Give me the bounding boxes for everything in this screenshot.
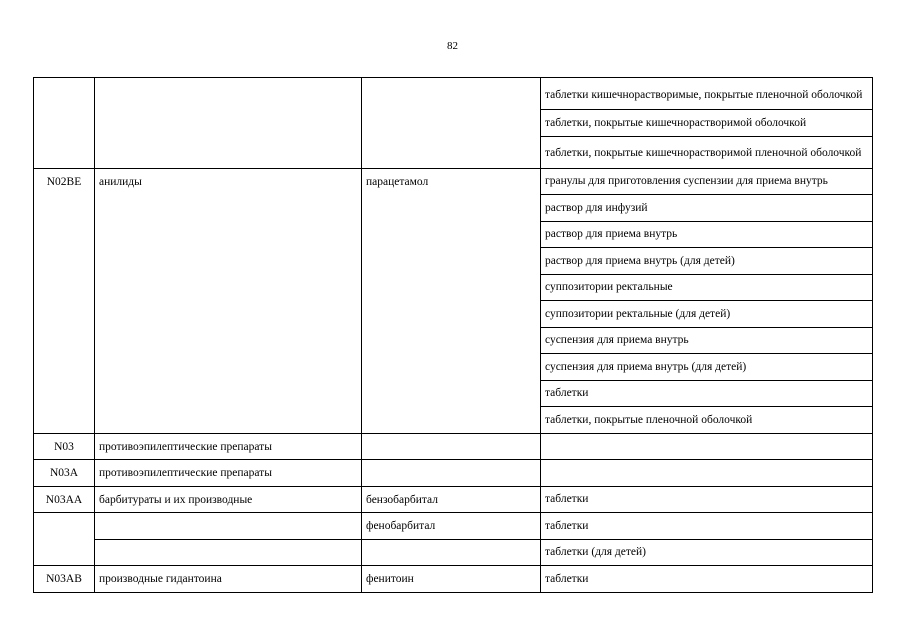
dosage-form-cell [541, 460, 873, 487]
anatomical-group-cell: противоэпилептические препараты [95, 433, 362, 460]
table-row [34, 539, 873, 566]
atc-code-cell: N03AA [34, 486, 95, 513]
drug-name-cell [362, 433, 541, 460]
dosage-form-cell: таблетки [541, 380, 873, 407]
drug-name-cell: бензобарбитал [362, 486, 541, 513]
anatomical-group-cell [95, 513, 362, 540]
drug-name-cell [362, 460, 541, 487]
anatomical-group-cell [95, 78, 362, 169]
atc-code-cell: N02BE [34, 168, 95, 433]
drug-name-cell: фенобарбитал [362, 513, 541, 540]
dosage-form-cell: таблетки [541, 486, 873, 513]
drug-name-cell: фенитоин [362, 566, 541, 593]
anatomical-group-cell [95, 539, 362, 566]
dosage-form-cell: раствор для приема внутрь (для детей) [541, 248, 873, 275]
atc-code-cell [34, 513, 95, 566]
anatomical-group-cell: анилиды [95, 168, 362, 433]
dosage-form-cell [541, 433, 873, 460]
table-row [34, 566, 873, 593]
dosage-form-cell: суппозитории ректальные [541, 274, 873, 301]
atc-code-cell [34, 78, 95, 169]
dosage-form-cell: таблетки [541, 513, 873, 540]
table-row [34, 433, 873, 460]
dosage-form-cell: таблетки, покрытые кишечнорастворимой пленочной оболочкой [541, 136, 873, 168]
dosage-form-cell: суппозитории ректальные (для детей) [541, 301, 873, 328]
dosage-form-cell: таблетки, покрытые пленочной оболочкой [541, 407, 873, 434]
atc-code-cell: N03AB [34, 566, 95, 593]
table-row [34, 513, 873, 540]
table-row [34, 460, 873, 487]
drug-name-cell [362, 539, 541, 566]
dosage-form-cell: таблетки (для детей) [541, 539, 873, 566]
drug-name-cell: парацетамол [362, 168, 541, 433]
drug-name-cell [362, 78, 541, 169]
table-row [34, 486, 873, 513]
anatomical-group-cell: производные гидантоина [95, 566, 362, 593]
dosage-form-cell: гранулы для приготовления суспензии для приема внутрь [541, 168, 873, 195]
dosage-form-cell: суспензия для приема внутрь (для детей) [541, 354, 873, 381]
dosage-form-cell: таблетки, покрытые кишечнорастворимой оболочкой [541, 110, 873, 137]
anatomical-group-cell: барбитураты и их производные [95, 486, 362, 513]
atc-code-cell: N03A [34, 460, 95, 487]
page-number: 82 [447, 40, 458, 52]
dosage-form-cell: суспензия для приема внутрь [541, 327, 873, 354]
dosage-form-cell: таблетки кишечнорастворимые, покрытые пленочной оболочкой [541, 78, 873, 110]
table-row [34, 78, 873, 110]
atc-code-cell: N03 [34, 433, 95, 460]
anatomical-group-cell: противоэпилептические препараты [95, 460, 362, 487]
dosage-form-cell: раствор для приема внутрь [541, 221, 873, 248]
dosage-form-cell: раствор для инфузий [541, 195, 873, 222]
drug-table [33, 77, 873, 593]
dosage-form-cell: таблетки [541, 566, 873, 593]
table-row [34, 168, 873, 195]
